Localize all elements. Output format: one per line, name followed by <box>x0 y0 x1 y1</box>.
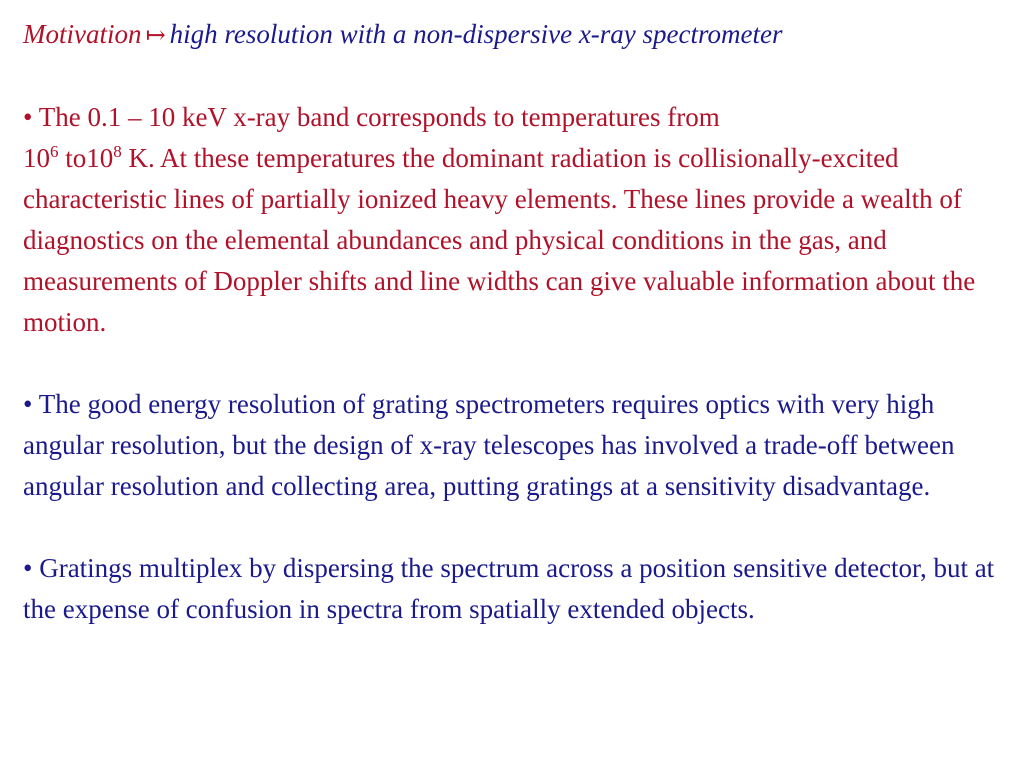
paragraph-1-body: K. At these temperatures the dominant radiation is collisionally-excited characteristic lines of partially ionized heavy elements. These lines provide a wealth of diagnostics on the elemental abundances and physical conditions in the gas, and measurements of Doppler shifts and line widths can give valuable information about the motion. <box>23 143 976 337</box>
bullet-icon: • <box>23 553 33 583</box>
slide-title <box>23 14 1013 56</box>
temp-base-2: to10 <box>58 143 114 173</box>
temp-exponent-1: 6 <box>50 142 59 161</box>
slide-content <box>23 14 1013 630</box>
temp-base-1: 10 <box>23 143 50 173</box>
bullet-icon: • <box>23 389 33 419</box>
paragraph-temperature <box>23 97 1013 343</box>
title-subject: high resolution with a non-dispersive x-ray spectrometer <box>169 19 783 49</box>
paragraph-grating-resolution <box>23 384 1013 507</box>
title-motivation: Motivation <box>23 19 142 49</box>
paragraph-2-body: The good energy resolution of grating spectrometers requires optics with very high angular resolution, but the design of x-ray telescopes has involved a trade-off between angular resolution and collecting area, putting gratings at a sensitivity disadvantage. <box>23 389 955 501</box>
paragraph-grating-multiplex <box>23 548 1013 630</box>
bullet-icon: • <box>23 102 33 132</box>
paragraph-3-body: Gratings multiplex by dispersing the spectrum across a position sensitive detector, but at the expense of confusion in spectra from spatially extended objects. <box>23 553 995 624</box>
paragraph-1-line-1: The 0.1 – 10 keV x-ray band corresponds to temperatures from <box>38 102 720 132</box>
temp-exponent-2: 8 <box>113 142 122 161</box>
maps-to-arrow-icon: ↦ <box>145 23 166 49</box>
